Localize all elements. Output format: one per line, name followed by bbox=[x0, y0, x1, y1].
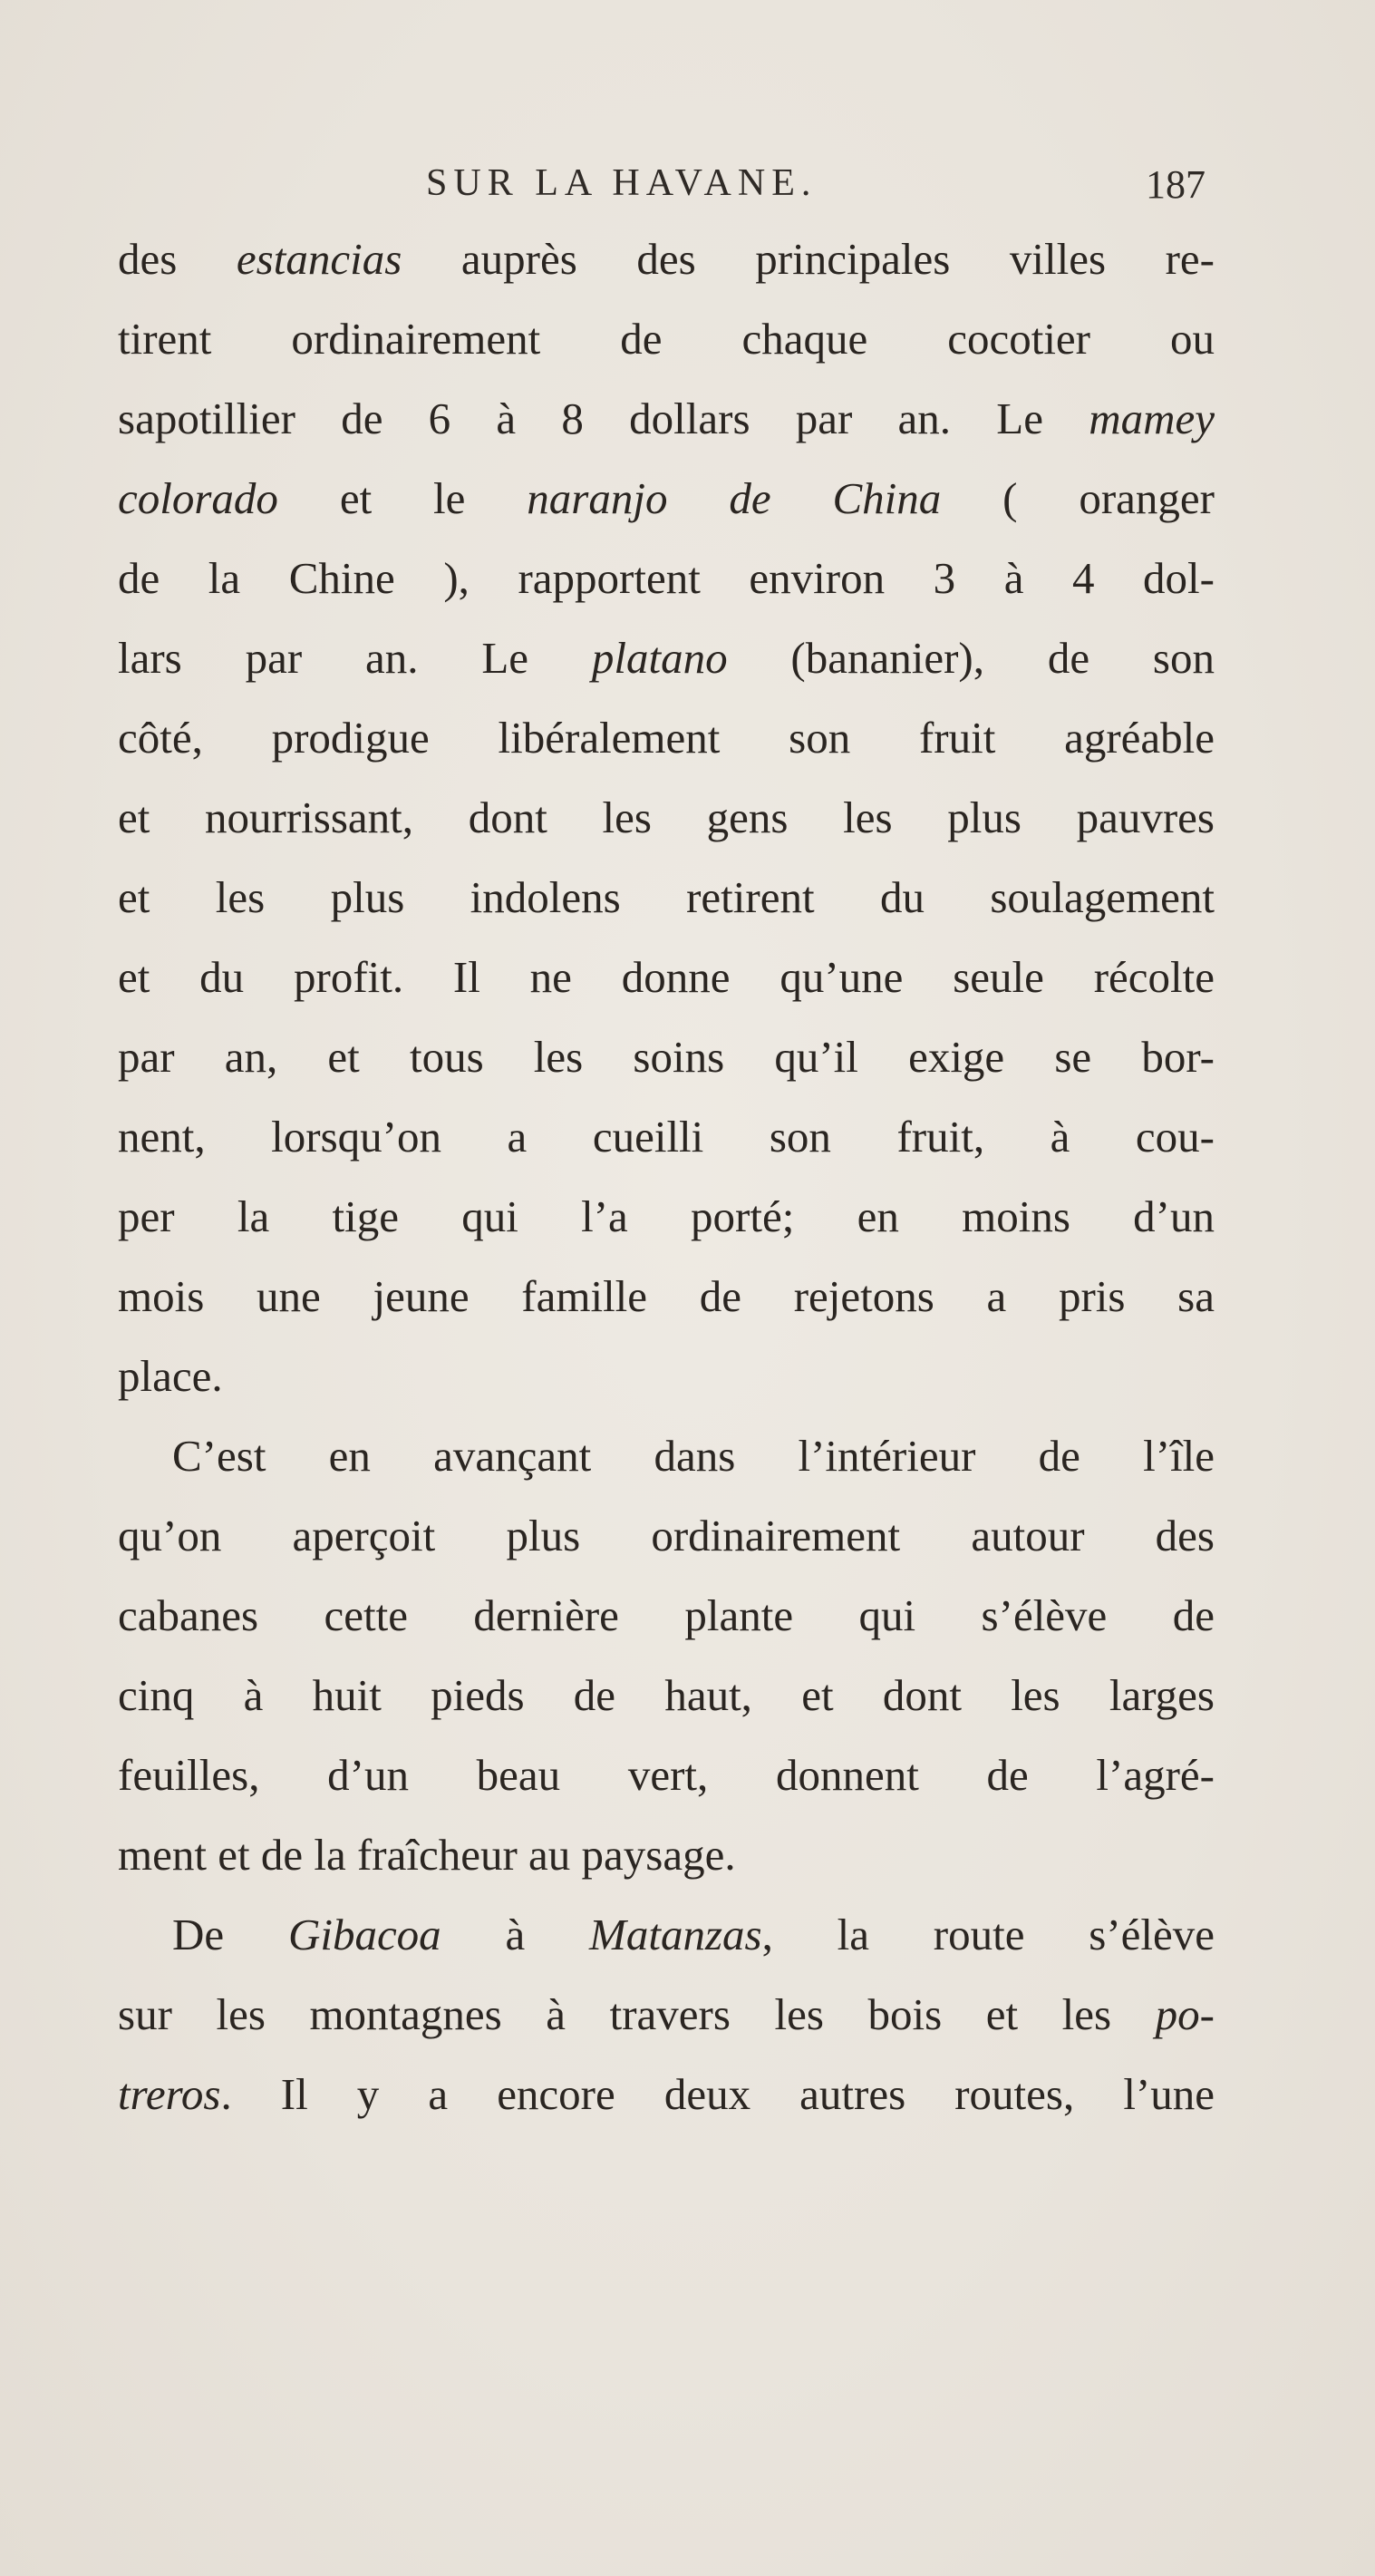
text-run: . Il y a encore deux autres routes, l’une bbox=[220, 2069, 1215, 2119]
text-run: et nourrissant, dont les gens les plus pauvres bbox=[118, 792, 1215, 842]
text-line bbox=[118, 379, 1215, 459]
text-run: , la route s’élève bbox=[761, 1910, 1215, 1959]
text-line bbox=[118, 299, 1215, 379]
text-run: cabanes cette dernière plante qui s’élève de bbox=[118, 1590, 1215, 1640]
text-run: C’est en avançant dans l’intérieur de l’île bbox=[172, 1431, 1215, 1481]
text-line bbox=[118, 778, 1215, 858]
text-run: nent, lorsqu’on a cueilli son fruit, à cou- bbox=[118, 1112, 1215, 1162]
text-line bbox=[118, 1177, 1215, 1257]
text-line bbox=[118, 938, 1215, 1017]
page-number: 187 bbox=[1146, 162, 1206, 207]
text-run: De bbox=[172, 1910, 288, 1959]
italic-term: Matanzas bbox=[589, 1910, 762, 1959]
italic-term: naranjo de China bbox=[527, 473, 942, 523]
text-run: sur les montagnes à travers les bois et les bbox=[118, 1989, 1156, 2039]
text-run: de la Chine ), rapportent environ 3 à 4 dol- bbox=[118, 553, 1215, 603]
italic-term: Gibacoa bbox=[287, 1910, 441, 1959]
body-text bbox=[118, 219, 1215, 2134]
text-run: qu’on aperçoit plus ordinairement autour des bbox=[118, 1511, 1215, 1560]
text-line bbox=[118, 1815, 1215, 1895]
text-run: à bbox=[441, 1910, 590, 1959]
italic-term: colorado bbox=[118, 473, 278, 523]
text-line bbox=[118, 1895, 1215, 1975]
text-run: mois une jeune famille de rejetons a pris sa bbox=[118, 1271, 1215, 1321]
text-run: lars par an. Le bbox=[118, 633, 592, 683]
text-run: ( oranger bbox=[941, 473, 1215, 523]
text-line bbox=[118, 1975, 1215, 2055]
text-run: place. bbox=[118, 1351, 223, 1401]
italic-term: po- bbox=[1155, 1989, 1215, 2039]
italic-term: mamey bbox=[1089, 394, 1215, 443]
text-run: et du profit. Il ne donne qu’une seule récolte bbox=[118, 952, 1215, 1002]
text-run: par an, et tous les soins qu’il exige se bor- bbox=[118, 1032, 1215, 1082]
italic-term: estancias bbox=[236, 234, 402, 284]
italic-term: treros bbox=[118, 2069, 221, 2119]
text-line bbox=[118, 1416, 1215, 1496]
text-line bbox=[118, 1576, 1215, 1656]
text-line bbox=[118, 1337, 1215, 1416]
text-run: feuilles, d’un beau vert, donnent de l’agré- bbox=[118, 1750, 1215, 1800]
text-run: et les plus indolens retirent du soulagement bbox=[118, 872, 1215, 922]
text-run: ment et de la fraîcheur au paysage. bbox=[118, 1830, 736, 1880]
text-line bbox=[118, 1496, 1215, 1576]
text-line bbox=[118, 1656, 1215, 1735]
text-line bbox=[118, 2055, 1215, 2134]
text-run: côté, prodigue libéralement son fruit agréable bbox=[118, 713, 1215, 763]
text-run: sapotillier de 6 à 8 dollars par an. Le bbox=[118, 394, 1089, 443]
text-run: et le bbox=[277, 473, 528, 523]
text-line bbox=[118, 1257, 1215, 1337]
text-line bbox=[118, 698, 1215, 778]
text-line bbox=[118, 1097, 1215, 1177]
italic-term: platano bbox=[591, 633, 728, 683]
text-line bbox=[118, 1735, 1215, 1815]
text-run: des bbox=[118, 234, 237, 284]
text-line bbox=[118, 539, 1215, 618]
text-run: per la tige qui l’a porté; en moins d’un bbox=[118, 1191, 1215, 1241]
text-line bbox=[118, 459, 1215, 539]
text-run: cinq à huit pieds de haut, et dont les larges bbox=[118, 1670, 1215, 1720]
text-run: tirent ordinairement de chaque cocotier ou bbox=[118, 314, 1215, 364]
text-line bbox=[118, 1017, 1215, 1097]
text-run: auprès des principales villes re- bbox=[402, 234, 1215, 284]
text-line bbox=[118, 219, 1215, 299]
text-line bbox=[118, 618, 1215, 698]
running-head bbox=[118, 161, 1215, 216]
text-run: (bananier), de son bbox=[727, 633, 1215, 683]
running-title: SUR LA HAVANE. bbox=[426, 162, 818, 204]
text-line bbox=[118, 858, 1215, 938]
